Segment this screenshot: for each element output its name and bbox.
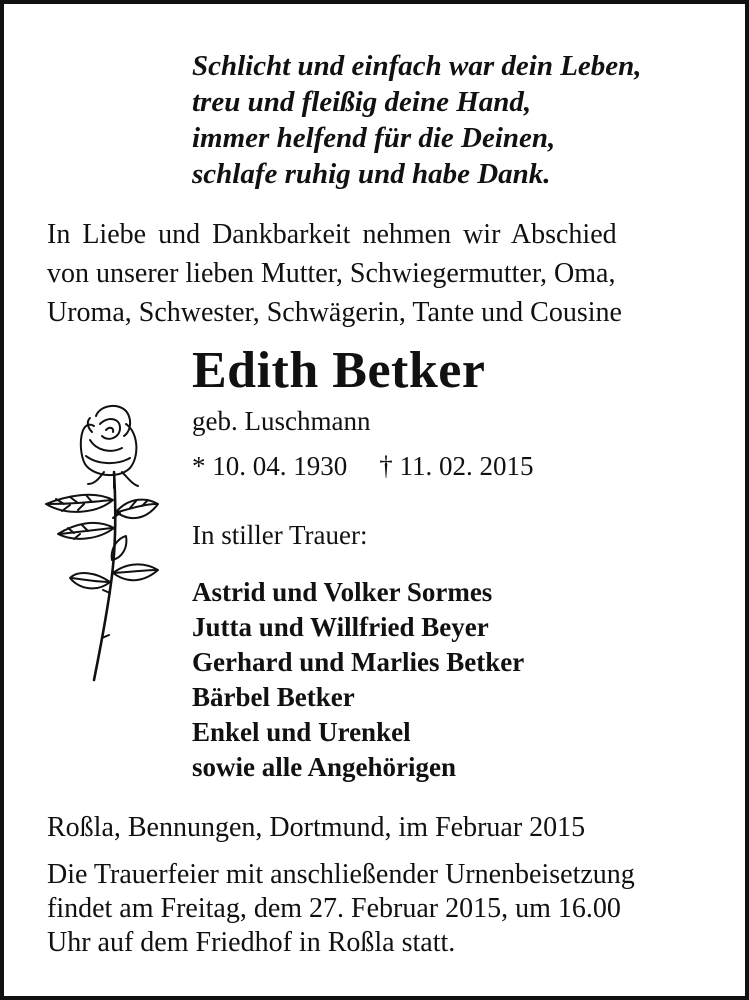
poem-line: schlafe ruhig und habe Dank. <box>192 158 551 190</box>
farewell-line: von unserer lieben Mutter, Schwiegermutter, Oma, <box>47 258 616 289</box>
service-line: Die Trauerfeier mit anschließender Urnenbeisetzung <box>47 859 635 890</box>
rose-icon <box>34 388 164 693</box>
death-date: † 11. 02. 2015 <box>379 451 534 481</box>
mourner-entry: Astrid und Volker Sormes <box>192 577 493 607</box>
life-dates <box>192 449 534 483</box>
mourner-entry: Gerhard und Marlies Betker <box>192 647 525 677</box>
mourners-list <box>192 575 524 785</box>
service-line: Uhr auf dem Friedhof in Roßla statt. <box>47 927 456 958</box>
mourner-entry: Bärbel Betker <box>192 682 355 712</box>
mourning-label: In stiller Trauer: <box>192 520 368 550</box>
deceased-name: Edith Betker <box>192 342 486 399</box>
place-date: Roßla, Bennungen, Dortmund, im Februar 2015 <box>47 812 586 843</box>
maiden-name: geb. Luschmann <box>192 406 371 436</box>
poem-line: immer helfend für die Deinen, <box>192 122 556 154</box>
service-line: findet am Freitag, dem 27. Februar 2015, um 16.00 <box>47 893 621 924</box>
mourner-entry: Jutta und Willfried Beyer <box>192 612 489 642</box>
farewell-line: Uroma, Schwester, Schwägerin, Tante und Cousine <box>47 297 622 328</box>
memorial-poem <box>192 48 642 192</box>
poem-line: Schlicht und einfach war dein Leben, <box>192 50 642 82</box>
mourner-entry: Enkel und Urenkel <box>192 717 411 747</box>
farewell-text <box>47 215 622 332</box>
funeral-service-info <box>47 858 635 960</box>
farewell-line: In Liebe und Dankbarkeit nehmen wir Abschied <box>47 219 617 250</box>
birth-date: * 10. 04. 1930 <box>192 451 348 481</box>
mourner-entry: sowie alle Angehörigen <box>192 752 456 782</box>
poem-line: treu und fleißig deine Hand, <box>192 86 532 118</box>
